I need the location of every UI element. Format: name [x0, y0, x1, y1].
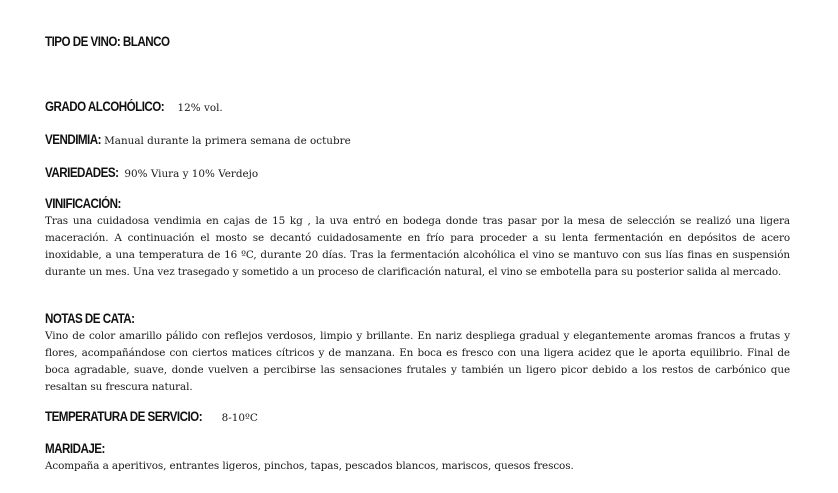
vinification-label: VINIFICACIÓN: [45, 196, 121, 211]
pairing-heading-row [45, 440, 115, 458]
wine-type-row [45, 34, 184, 49]
pairing-text: Acompaña a aperitivos, entrantes ligeros, pinchos, tapas, pescados blancos, mariscos, quesos frescos. [45, 460, 574, 472]
harvest-value: Manual durante la primera semana de octubre [104, 135, 351, 147]
varieties-value: 90% Viura y 10% Verdejo [124, 168, 259, 180]
serving-temperature-value: 8-10ºC [221, 412, 258, 424]
serving-temperature-row [45, 409, 258, 424]
varieties-label: VARIEDADES: [45, 165, 119, 180]
pairing-label: MARIDAJE: [45, 441, 105, 456]
wine-type-heading: TIPO DE VINO: BLANCO [45, 34, 170, 49]
harvest-label: VENDIMIA: [45, 132, 101, 147]
harvest-row [45, 132, 351, 147]
vinification-text: Tras una cuidadosa vendimia en cajas de 15 kg , la uva entró en bodega donde tras pasar por la mesa de selección se realizó una ligera maceración. A continuación el mosto se decantó cuidadosamente en frío para proceder a su lenta fermentación en depósitos de acero inoxidable, a una temperatura de 16 ºC, durante 20 días. Tras la fermentación alcohólica el vino se mantuvo con sus lías finas en suspensión durante un mes. Una vez trasegado y sometido a un proceso de clarificación natural, el vino se embotella para su posterior salida al mercado. [45, 215, 790, 278]
tasting-heading-row [45, 310, 149, 328]
alcohol-value: 12% vol. [177, 102, 223, 114]
alcohol-row [45, 99, 223, 114]
tasting-notes-label: NOTAS DE CATA: [45, 311, 135, 326]
serving-temperature-label: TEMPERATURA DE SERVICIO: [45, 409, 203, 424]
varieties-row [45, 165, 258, 180]
tasting-notes-text: Vino de color amarillo pálido con reflejos verdosos, limpio y brillante. En nariz despliega gradual y elegantemente aromas francos a frutas y flores, acompañándose con ciertos matices cítricos y de manzana. En boca es fresco con una ligera acidez que le aporta equilibrio. Final de boca agradable, suave, donde vuelven a percibirse las sensaciones frutales y también un ligero picor debido a los restos de carbónico que resaltan su frescura natural. [45, 330, 790, 393]
alcohol-label: GRADO ALCOHÓLICO: [45, 99, 165, 114]
vinification-heading-row [45, 195, 133, 213]
